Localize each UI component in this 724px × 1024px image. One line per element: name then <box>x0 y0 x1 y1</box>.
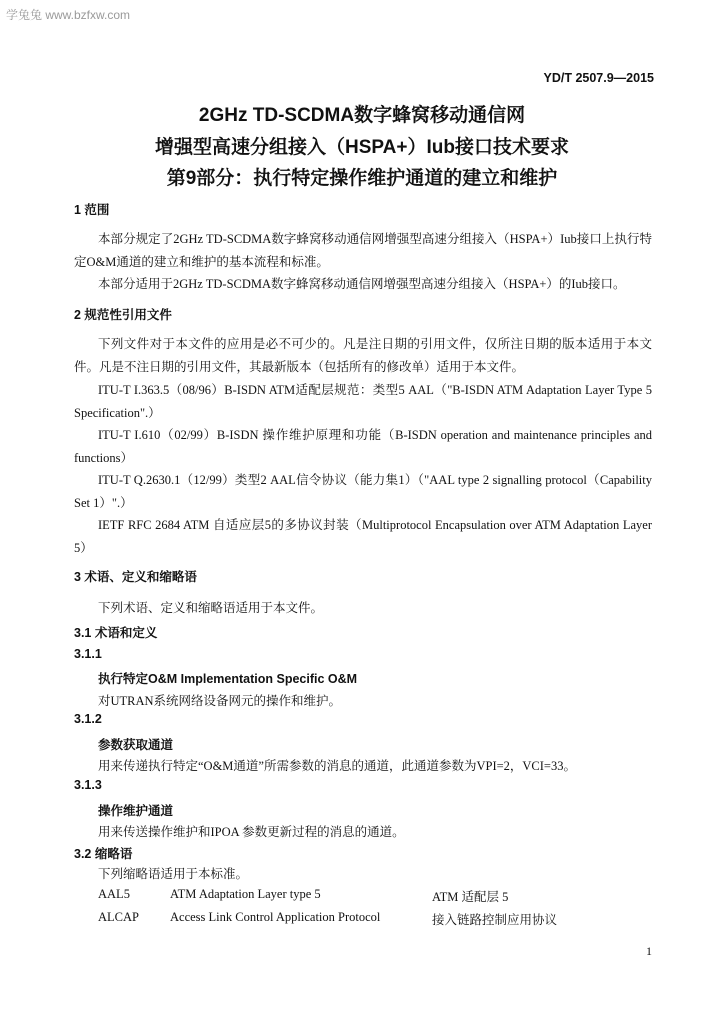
section-2-paragraph-1: 下列文件对于本文件的应用是必不可少的。凡是注日期的引用文件，仅所注日期的版本适用于本文件。凡是不注日期的引用文件，其最新版本（包括所有的修改单）适用于本文件。 <box>74 337 652 374</box>
abbreviation-full-name: Access Link Control Application Protocol <box>170 910 381 924</box>
term-definition: 对UTRAN系统网络设备网元的操作和维护。 <box>98 694 342 708</box>
term-number: 3.1.1 <box>74 647 102 661</box>
term-definition: 用来传送操作维护和IPOA 参数更新过程的消息的通道。 <box>98 825 405 839</box>
abbreviation: AAL5 <box>98 887 130 901</box>
term-definition: 用来传递执行特定“O&M通道”所需参数的消息的通道，此通道参数为VPI=2，VCI=33。 <box>98 759 576 773</box>
title-line-1: 2GHz TD-SCDMA数字蜂窝移动通信网 <box>198 105 526 126</box>
section-3-1-heading: 3.1 术语和定义 <box>74 626 158 640</box>
abbreviations-intro: 下列缩略语适用于本标准。 <box>98 867 249 881</box>
section-1-paragraph-2: 本部分适用于2GHz TD-SCDMA数字蜂窝移动通信网增强型高速分组接入（HSPA+）的Iub接口。 <box>98 277 626 291</box>
reference-item: ITU-T I.363.5（08/96）B-ISDN ATM适配层规范：类型5 AAL（"B-ISDN ATM Adaptation Layer Type 5 Specification".） <box>74 383 652 420</box>
reference-item: ITU-T I.610（02/99）B-ISDN 操作维护原理和功能（B-ISDN operation and maintenance principles and functions） <box>74 428 652 465</box>
abbreviation: ALCAP <box>98 910 139 924</box>
abbreviation-full-name: ATM Adaptation Layer type 5 <box>170 887 321 901</box>
page-number: 1 <box>646 944 652 958</box>
section-3-intro: 下列术语、定义和缩略语适用于本文件。 <box>98 601 324 615</box>
section-2-heading: 2 规范性引用文件 <box>74 308 172 322</box>
watermark: 学兔兔 www.bzfxw.com <box>6 8 131 22</box>
title-line-3: 第9部分：执行特定操作维护通道的建立和维护 <box>166 168 558 189</box>
title-line-2: 增强型高速分组接入（HSPA+）Iub接口技术要求 <box>155 137 569 158</box>
section-1-heading: 1 范围 <box>74 203 110 217</box>
abbreviation-chinese: ATM 适配层 5 <box>432 890 509 904</box>
term-title: 执行特定O&M Implementation Specific O&M <box>98 672 358 686</box>
abbreviation-chinese: 接入链路控制应用协议 <box>432 913 558 927</box>
term-title: 操作维护通道 <box>98 804 174 818</box>
document-number: YD/T 2507.9—2015 <box>543 71 654 85</box>
reference-item: ITU-T Q.2630.1（12/99）类型2 AAL信令协议（能力集1）（"AAL type 2 signalling protocol（Capability Set 1）".） <box>74 473 652 510</box>
section-3-heading: 3 术语、定义和缩略语 <box>74 570 197 584</box>
section-3-2-heading: 3.2 缩略语 <box>74 847 133 861</box>
term-number: 3.1.2 <box>74 712 102 726</box>
term-title: 参数获取通道 <box>98 738 174 752</box>
reference-item: IETF RFC 2684 ATM 自适应层5的多协议封装（Multiprotocol Encapsulation over ATM Adaptation Layer 5） <box>74 518 652 555</box>
term-number: 3.1.3 <box>74 778 102 792</box>
section-1-paragraph-1: 本部分规定了2GHz TD-SCDMA数字蜂窝移动通信网增强型高速分组接入（HSPA+）Iub接口上执行特定O&M通道的建立和维护的基本流程和标准。 <box>74 232 652 269</box>
